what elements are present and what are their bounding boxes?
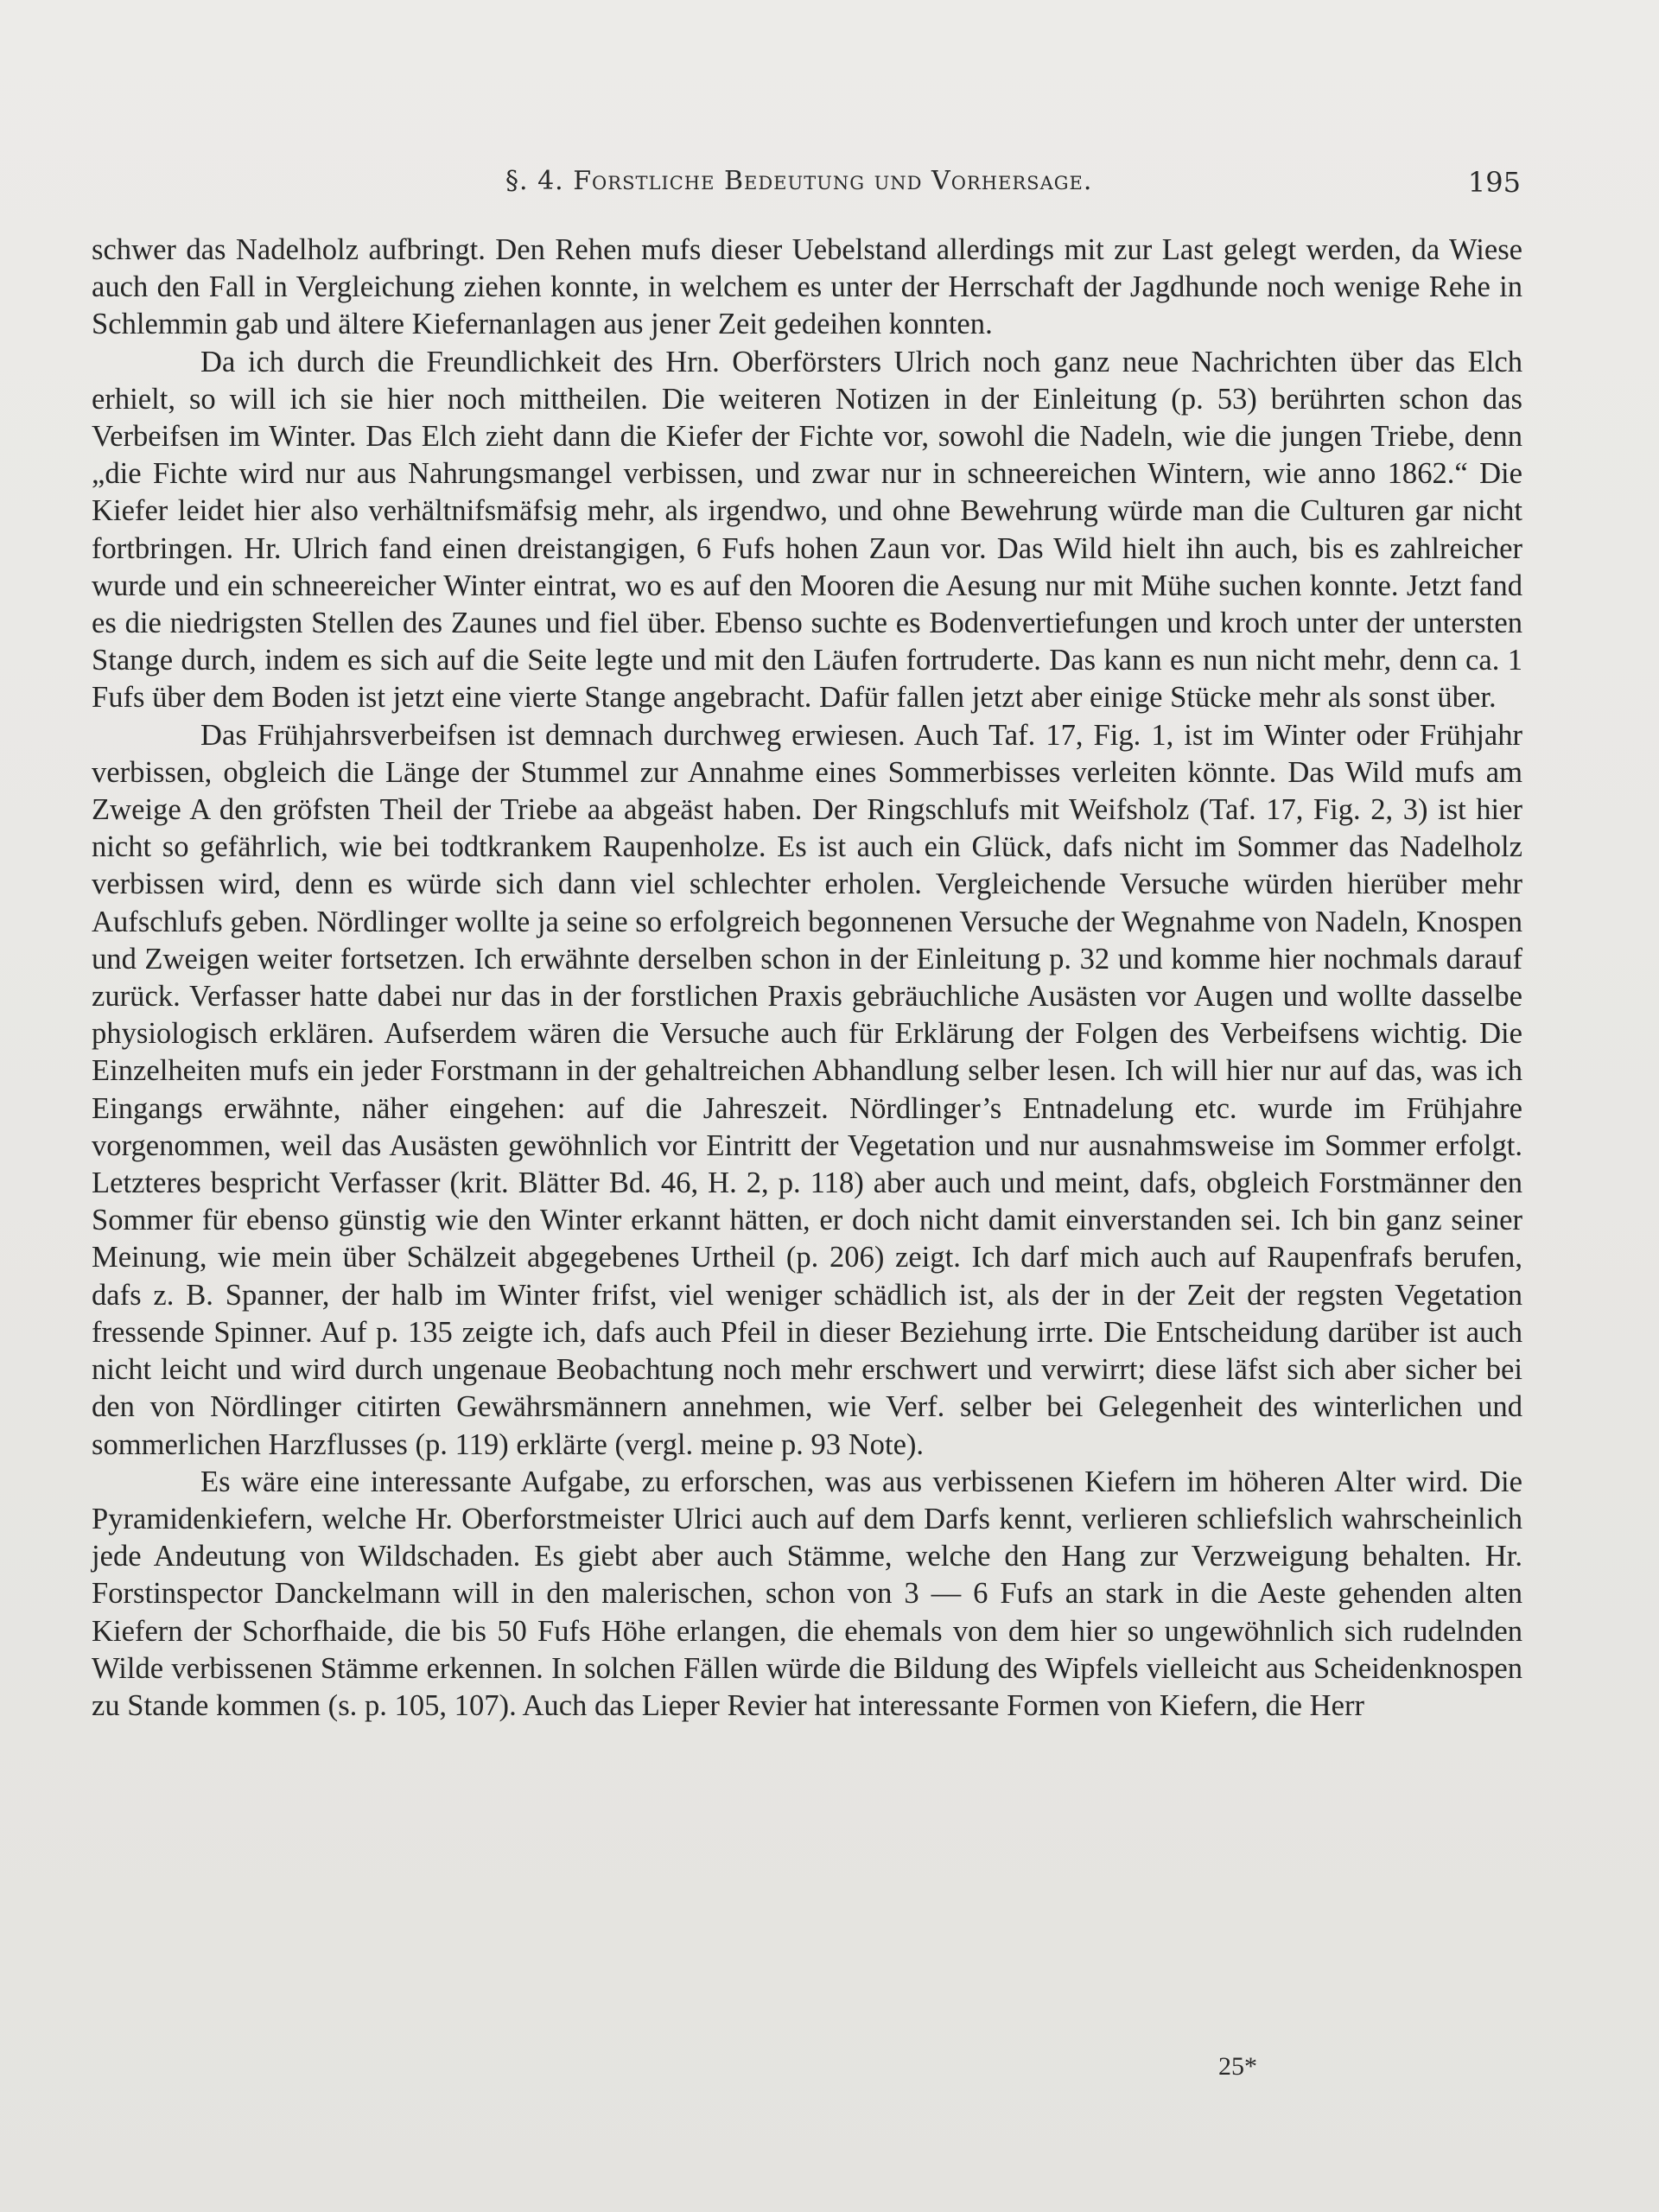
running-title: §. 4. Forstliche Bedeutung und Vorhersage. [505,166,1093,196]
running-header [95,166,1521,218]
page-number: 195 [1467,166,1521,199]
paragraph-2: Da ich durch die Freundlichkeit des Hrn. Oberförsters Ulrich noch ganz neue Nachrichten über das Elch erhielt, so will ich sie hier noch mittheilen. Die weiteren Notizen in der Einleitung (p. 53) berührten schon das Verbeifsen im Winter. Das Elch zieht dann die Kiefer der Fichte vor, sowohl die Nadeln, wie die jungen Triebe, denn „die Fichte wird nur aus Nahrungsmangel verbissen, und zwar nur in schneereichen Wintern, wie anno 1862.“ Die Kiefer leidet hier also verhältnifsmäfsig mehr, als irgendwo, und ohne Bewehrung würde man die Culturen gar nicht fortbringen. Hr. Ulrich fand einen dreistangigen, 6 Fufs hohen Zaun vor. Das Wild hielt ihn auch, bis es zahlreicher wurde und ein schneereicher Winter eintrat, wo es auf den Mooren die Aesung nur mit Mühe suchen konnte. Jetzt fand es die niedrigsten Stellen des Zaunes und fiel über. Ebenso suchte es Bodenvertiefungen und kroch unter der untersten Stange durch, indem es sich auf die Seite legte und mit den Läufen fortruderte. Das kann es nun nicht mehr, denn ca. 1 Fufs über dem Boden ist jetzt eine vierte Stange angebracht. Dafür fallen jetzt aber einige Stücke mehr als sonst über. [92,345,1522,715]
paragraph-3: Das Frühjahrsverbeifsen ist demnach durchweg erwiesen. Auch Taf. 17, Fig. 1, ist im Winter oder Frühjahr verbissen, obgleich die Länge der Stummel zur Annahme eines Sommerbisses verleiten könnte. Das Wild mufs am Zweige A den gröfsten Theil der Triebe aa abgeäst haben. Der Ringschlufs mit Weifsholz (Taf. 17, Fig. 2, 3) ist hier nicht so gefährlich, wie bei todtkrankem Raupenholze. Es ist auch ein Glück, dafs nicht im Sommer das Nadelholz verbissen wird, denn es würde sich dann viel schlechter erholen. Vergleichende Versuche würden hierüber mehr Aufschlufs geben. Nördlinger wollte ja seine so erfolgreich begonnenen Versuche der Wegnahme von Nadeln, Knospen und Zweigen weiter fortsetzen. Ich erwähnte derselben schon in der Einleitung p. 32 und komme hier nochmals darauf zurück. Verfasser hatte dabei nur das in der forstlichen Praxis gebräuchliche Ausästen vor Augen und wollte dasselbe physiologisch erklären. Aufserdem wären die Versuche auch für Erklärung der Folgen des Verbeifsens wichtig. Die Einzelheiten mufs ein jeder Forstmann in der gehaltreichen Abhandlung selber lesen. Ich will hier nur auf das, was ich Eingangs erwähnte, näher eingehen: auf die Jahreszeit. Nördlinger’s Entnadelung etc. wurde im Frühjahre vorgenommen, weil das Ausästen gewöhnlich vor Eintritt der Vegetation und nur ausnahmsweise im Sommer erfolgt. Letzteres bespricht Verfasser (krit. Blätter Bd. 46, H. 2, p. 118) aber auch und meint, dafs, obgleich Forstmänner den Sommer für ebenso günstig wie den Winter erkannt hätten, er doch nicht damit einverstanden sei. Ich bin ganz seiner Meinung, wie mein über Schälzeit abgegebenes Urtheil (p. 206) zeigt. Ich darf mich auch auf Raupenfrafs berufen, dafs z. B. Spanner, der halb im Winter frifst, viel weniger schädlich ist, als der in der Zeit der regsten Vegetation fressende Spinner. Auf p. 135 zeigte ich, dafs auch Pfeil in dieser Beziehung irrte. Die Entscheidung darüber ist auch nicht leicht und wird durch ungenaue Beobachtung noch mehr erschwert und verwirrt; diese läfst sich aber sicher bei den von Nördlinger citirten Gewährsmännern annehmen, wie Verf. selber bei Gelegenheit des winterlichen und sommerlichen Harzflusses (p. 119) erklärte (vergl. meine p. 93 Note). [92,718,1522,1461]
printer-signature: 25* [1218,2052,1257,2081]
body-text [92,232,1522,1725]
paragraph-1: schwer das Nadelholz aufbringt. Den Rehen mufs dieser Uebelstand allerdings mit zur Last gelegt werden, da Wiese auch den Fall in Vergleichung ziehen konnte, in welchem es unter der Herrschaft der Jagdhunde noch wenige Rehe in Schlemmin gab und ältere Kiefernanlagen aus jener Zeit gedeihen konnten. [92,233,1522,341]
paragraph-4: Es wäre eine interessante Aufgabe, zu erforschen, was aus verbissenen Kiefern im höheren Alter wird. Die Pyramidenkiefern, welche Hr. Oberforstmeister Ulrici auch auf dem Darfs kennt, verlieren schliefslich wahrscheinlich jede Andeutung von Wildschaden. Es giebt aber auch Stämme, welche den Hang zur Verzweigung behalten. Hr. Forstinspector Danckelmann will in den malerischen, schon von 3 — 6 Fufs an stark in die Aeste gehenden alten Kiefern der Schorfhaide, die bis 50 Fufs Höhe erlangen, die ehemals von dem hier so ungewöhnlich sich rudelnden Wilde verbissenen Stämme erkennen. In solchen Fällen würde die Bildung des Wipfels vielleicht aus Scheidenknospen zu Stande kommen (s. p. 105, 107). Auch das Lieper Revier hat interessante Formen von Kiefern, die Herr [92,1465,1522,1722]
